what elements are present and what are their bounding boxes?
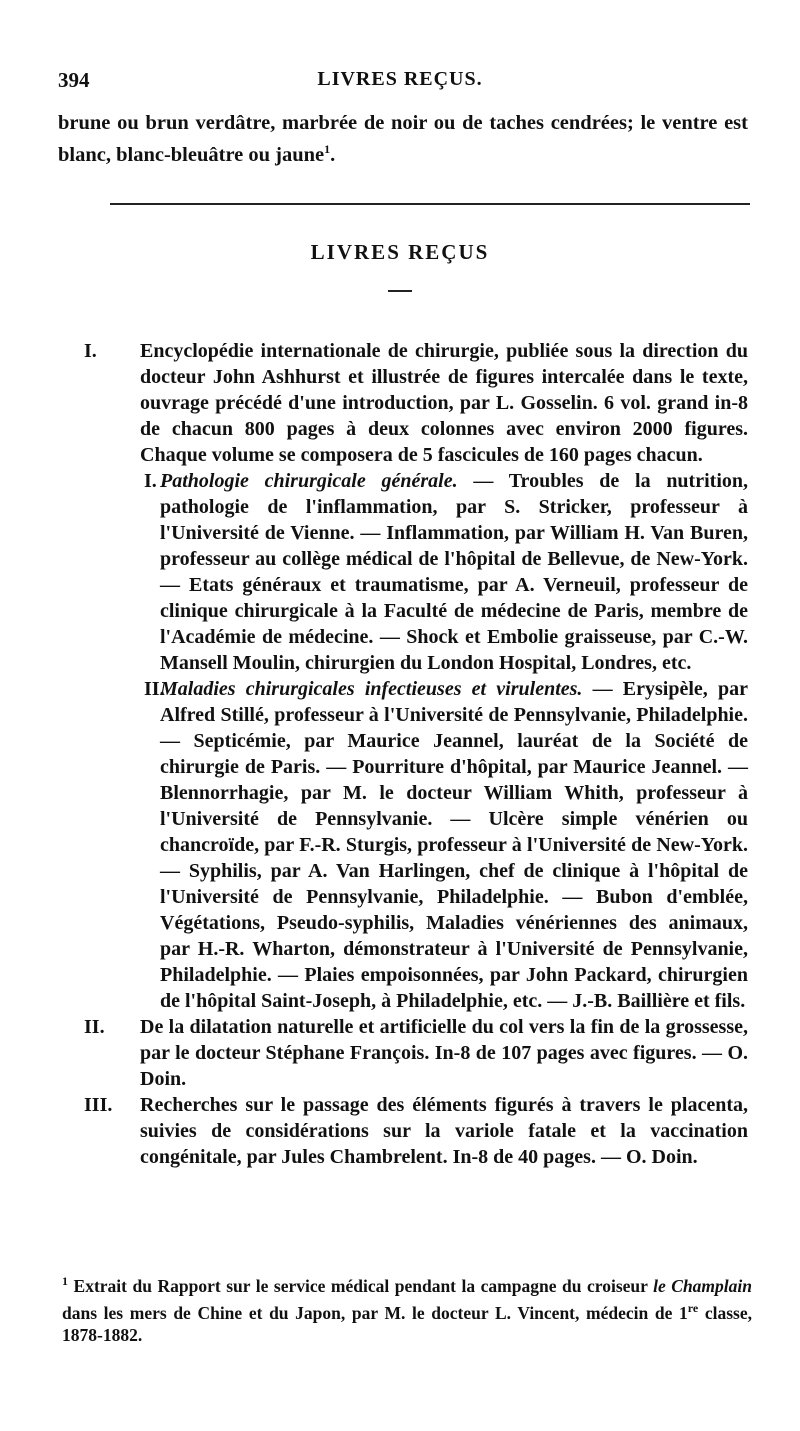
section-divider	[110, 203, 750, 205]
sub-entry-number: I.	[144, 470, 157, 492]
sub-entry	[58, 676, 748, 1014]
entry-text: Encyclopédie internationale de chirurgie, publiée sous la direction du docteur John Ashhurst et illustrée de figures intercalée dans le texte, ouvrage précédé d'une introduction, par L. Gosselin. 6 vol. grand in-8 de chacun 800 pages à deux colonnes avec environ 2000 figures. Chaque volume se composera de 5 fascicules de 160 pages chacun.	[140, 340, 748, 466]
entry-number: I.	[84, 340, 97, 362]
footnote-ordinal: re	[687, 1300, 699, 1315]
carryover-paragraph: brune ou brun verdâtre, marbrée de noir ou de taches cendrées; le ventre est blanc, blanc-bleuâtre ou jaune$^1$.	[58, 112, 748, 166]
running-head: LIVRES REÇUS.	[317, 68, 483, 90]
footnote-reference: 1	[324, 142, 331, 156]
entries-list	[58, 338, 748, 1170]
sub-entry-number: II.	[144, 678, 165, 700]
sub-entry-title: Pathologie chirurgicale générale.	[160, 470, 458, 492]
carryover-text: brune ou brun verdâtre, marbrée de noir ou de taches cendrées; le ventre est blanc, blanc-bleuâtre ou jaune	[58, 112, 748, 166]
entry-number: II.	[84, 1016, 105, 1038]
sub-entry-title: Maladies chirurgicales infectieuses et virulentes.	[160, 678, 583, 700]
footnote-text: classe, 1878-1882.	[62, 1302, 752, 1345]
footnote-ship-name: le Champlain	[653, 1275, 753, 1296]
entry-text: Recherches sur le passage des éléments figurés à travers le placenta, suivies de considérations sur la variole fatale et la vaccination congénitale, par Jules Chambrelent. In-8 de 40 pages. — O. Doin.	[140, 1094, 748, 1168]
sub-entry-text: — Troubles de la nutrition, pathologie de l'inflammation, par S. Stricker, professeur à l'Université de Vienne. — Inflammation, par William H. Van Buren, professeur au collège médical de l'hôpital de Bellevue, de New-York. — Etats généraux et traumatisme, par A. Verneuil, professeur de clinique chirurgicale à la Faculté de médecine de Paris, membre de l'Académie de médecine. — Shock et Embolie graisseuse, par C.-W. Mansell Moulin, chirurgien du London Hospital, Londres, etc.	[160, 470, 748, 674]
entry	[58, 338, 748, 468]
entry-text: De la dilatation naturelle et artificielle du col vers la fin de la grossesse, par le docteur Stéphane François. In-8 de 107 pages avec figures. — O. Doin.	[140, 1016, 748, 1090]
footnote-text: Extrait du Rapport sur le service médical pendant la campagne du croiseur	[68, 1275, 654, 1296]
footnote-text: dans les mers de Chine et du Japon, par M. le docteur L. Vincent, médecin de 1	[62, 1302, 688, 1323]
footnote-marker: 1	[62, 1274, 68, 1288]
sub-entry-text: — Erysipèle, par Alfred Stillé, professeur à l'Université de Pennsylvanie, Philadelphie. — Septicémie, par Maurice Jeannel, lauréat de la Société de chirurgie de Paris. — Pourriture d'hôpital, par Maurice Jeannel. — Blennorrhagie, par M. le docteur William Whith, professeur à l'Université de Pennsylvanie. — Ulcère simple vénérien ou chancroïde, par F.-R. Sturgis, professeur à l'Université de New-York. — Syphilis, par A. Van Harlingen, chef de clinique à l'hôpital de l'Université de Pennsylvanie, Philadelphie. — Bubon d'emblée, Végétations, Pseudo-syphilis, Maladies vénériennes des animaux, par H.-R. Wharton, démonstrateur à l'Université de Pennsylvanie, Philadelphie. — Plaies empoisonnées, par John Packard, chirurgien de l'hôpital Saint-Joseph, à Philadelphie, etc. — J.-B. Baillière et fils.	[160, 678, 748, 1012]
section-title: LIVRES REÇUS	[310, 240, 490, 264]
title-dash	[388, 290, 412, 292]
page-header	[58, 68, 742, 98]
entry	[58, 1014, 748, 1092]
page-number: 394	[58, 68, 90, 92]
sub-entry	[58, 468, 748, 676]
footnote	[62, 1270, 752, 1346]
entry	[58, 1092, 748, 1170]
entry-number: III.	[84, 1094, 113, 1116]
